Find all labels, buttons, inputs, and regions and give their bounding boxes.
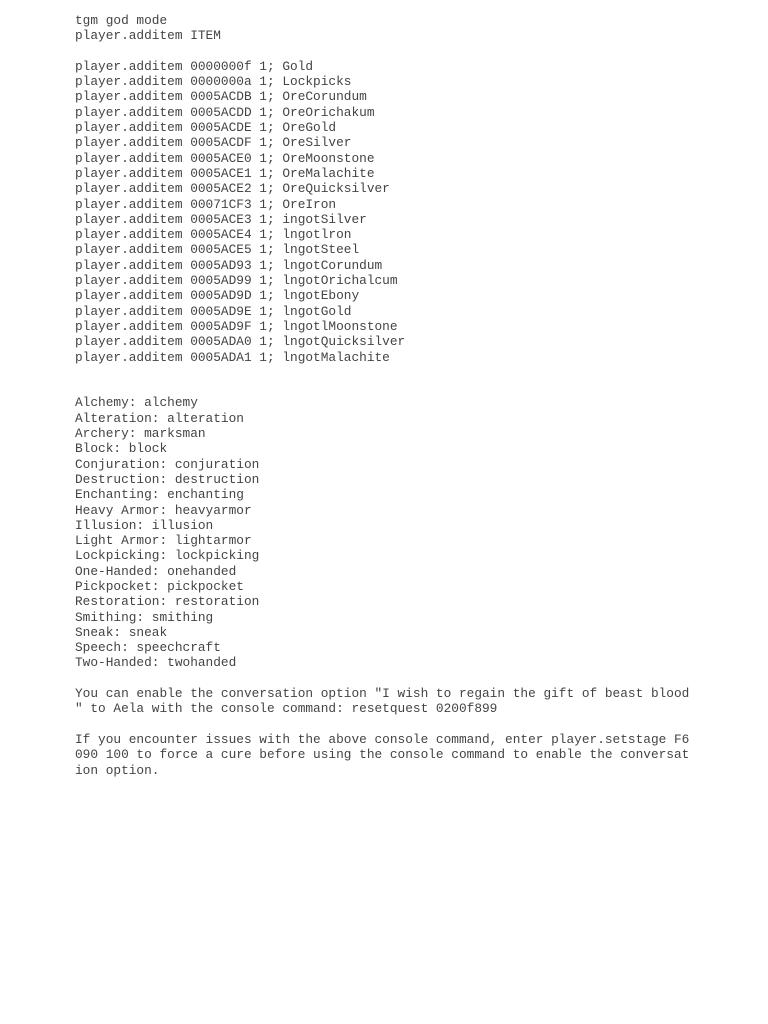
paragraph-line: " to Aela with the console command: resetquest 0200f899	[75, 701, 498, 717]
paragraph-line: You can enable the conversation option "I wish to regain the gift of beast blood	[75, 686, 690, 702]
skill-line: Pickpocket: pickpocket	[75, 578, 244, 594]
item-command-line: player.additem 0005ACE4 1; lngotlron	[75, 227, 352, 243]
spacer	[75, 717, 735, 732]
spacer	[75, 44, 735, 59]
skill-line: Light Armor: lightarmor	[75, 533, 252, 549]
item-command-line: player.additem 0005ACDE 1; OreGold	[75, 120, 337, 136]
skill-line: Heavy Armor: heavyarmor	[75, 502, 252, 518]
item-command-line: player.additem 0005ACE3 1; ingotSilver	[75, 211, 367, 227]
paragraph-line: 090 100 to force a cure before using the console command to enable the conversat	[75, 747, 690, 763]
skill-line: Illusion: illusion	[75, 517, 214, 533]
header-line: player.additem ITEM	[75, 28, 221, 44]
skill-line: Enchanting: enchanting	[75, 487, 244, 503]
skill-line: Alchemy: alchemy	[75, 395, 198, 411]
item-command-line: player.additem 0000000a 1; Lockpicks	[75, 74, 352, 90]
document-body	[75, 13, 735, 778]
skill-line: Conjuration: conjuration	[75, 456, 260, 472]
item-command-line: player.additem 0005ACDD 1; OreOrichakum	[75, 104, 375, 120]
item-command-line: player.additem 0005ACE2 1; OreQuicksilver	[75, 181, 390, 197]
skill-line: Lockpicking: lockpicking	[75, 548, 260, 564]
skill-line: Destruction: destruction	[75, 471, 260, 487]
item-command-line: player.additem 0005ACE1 1; OreMalachite	[75, 165, 375, 181]
beast-blood-paragraph	[75, 686, 735, 717]
item-command-line: player.additem 0005AD9F 1; lngotlMoonstone	[75, 318, 398, 334]
item-command-line: player.additem 0005ACE5 1; lngotSteel	[75, 242, 360, 258]
item-command-line: player.additem 0005ADA0 1; lngotQuicksilver	[75, 334, 406, 350]
item-command-line: player.additem 0005AD99 1; lngotOrichalcum	[75, 273, 398, 289]
paragraph-line: ion option.	[75, 762, 160, 778]
paragraph-line: If you encounter issues with the above console command, enter player.setstage F6	[75, 731, 690, 747]
item-command-line: player.additem 00071CF3 1; OreIron	[75, 196, 337, 212]
header-line: tgm god mode	[75, 13, 168, 28]
skill-line: Block: block	[75, 441, 168, 457]
item-command-line: player.additem 0005AD9E 1; lngotGold	[75, 303, 352, 319]
skill-line: Alteration: alteration	[75, 410, 244, 426]
item-command-line: player.additem 0000000f 1; Gold	[75, 58, 314, 74]
spacer	[75, 671, 735, 686]
item-command-line: player.additem 0005AD93 1; lngotCorundum	[75, 257, 383, 273]
item-commands-list	[75, 59, 735, 365]
cure-paragraph	[75, 732, 735, 778]
item-command-line: player.additem 0005AD9D 1; lngotEbony	[75, 288, 360, 304]
skill-line: Restoration: restoration	[75, 594, 260, 610]
skill-line: One-Handed: onehanded	[75, 563, 237, 579]
skill-line: Speech: speechcraft	[75, 640, 221, 656]
item-command-line: player.additem 0005ADA1 1; lngotMalachite	[75, 349, 390, 365]
spacer	[75, 365, 735, 396]
skill-line: Archery: marksman	[75, 426, 206, 442]
header-block	[75, 13, 735, 44]
skill-line: Sneak: sneak	[75, 624, 168, 640]
item-command-line: player.additem 0005ACE0 1; OreMoonstone	[75, 150, 375, 166]
skill-list	[75, 395, 735, 670]
item-command-line: player.additem 0005ACDB 1; OreCorundum	[75, 89, 367, 105]
skill-line: Smithing: smithing	[75, 609, 214, 625]
skill-line: Two-Handed: twohanded	[75, 655, 237, 671]
item-command-line: player.additem 0005ACDF 1; OreSilver	[75, 135, 352, 151]
